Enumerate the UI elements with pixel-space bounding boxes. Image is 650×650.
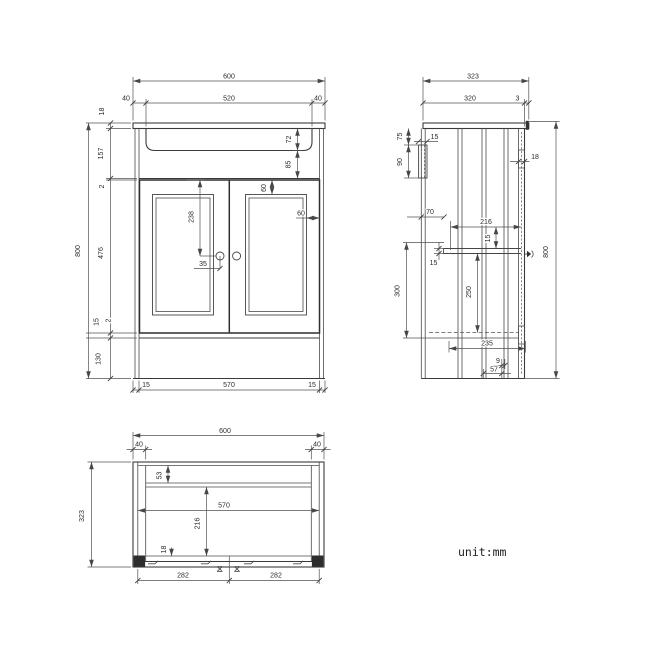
front-view: [75, 74, 328, 394]
plan-dim-front-thickness: 18: [161, 545, 168, 554]
front-dim-countertop: 18: [99, 107, 106, 116]
front-dim-left-margin: 40: [122, 95, 130, 103]
side-dim-shelf-width: 216: [480, 219, 492, 226]
front-dim-upper: 157: [98, 147, 105, 160]
side-dim-base-inset: 57: [490, 366, 498, 374]
plan-corner-right: [312, 556, 324, 567]
side-view-outline: [419, 121, 534, 379]
front-view-dimensions: [75, 74, 328, 394]
right-door-handle: [233, 252, 241, 260]
side-dim-lower-height: 250: [466, 286, 473, 298]
front-dim-right-margin: 40: [314, 95, 322, 103]
front-dim-gap-bottom: 2: [105, 318, 113, 323]
front-dim-basin-width: 520: [223, 95, 235, 103]
side-dim-rail-thickness: 15: [429, 260, 438, 267]
front-dim-base-inner: 570: [223, 382, 235, 389]
plan-dim-left-margin: 40: [135, 441, 143, 449]
side-dim-lip: 3: [515, 95, 520, 103]
front-dim-gap-top: 2: [99, 184, 106, 189]
front-dim-handle-offset: 35: [199, 261, 207, 268]
side-dim-shelf-gap: 15: [485, 234, 492, 243]
front-dim-door-height: 476: [98, 247, 105, 259]
side-dim-bracket-height: 90: [397, 158, 404, 166]
side-dim-total-width: 323: [467, 73, 479, 81]
side-dim-bracket-top: 75: [397, 132, 404, 141]
front-dim-total-height: 800: [75, 245, 82, 257]
side-dim-body-width: 320: [464, 95, 476, 103]
plan-dim-inner-depth: 216: [194, 517, 202, 530]
unit-note: unit:mm: [458, 545, 507, 559]
side-view: [395, 74, 560, 379]
plan-view: [79, 428, 331, 584]
plan-dim-door-left: 282: [177, 572, 189, 580]
side-dim-base-step: 9: [496, 358, 500, 365]
side-dim-bracket-width: 15: [430, 134, 439, 141]
front-view-outline: [133, 123, 325, 379]
side-dim-rail-back: 70: [426, 209, 434, 216]
plan-corner-left: [134, 556, 146, 567]
front-dim-handle-height: 238: [188, 211, 196, 223]
front-dim-base-right: 15: [308, 382, 316, 389]
plan-dim-back-rail: 53: [156, 471, 164, 480]
side-dim-total-height: 800: [543, 246, 550, 258]
plan-dim-total-width: 600: [219, 428, 231, 435]
front-dim-rail: 15: [93, 318, 101, 326]
front-dim-base-left: 15: [142, 382, 150, 389]
countertop-lip: [526, 121, 529, 130]
front-dim-plinth: 130: [95, 353, 103, 365]
front-dim-panel-side: 60: [297, 210, 305, 218]
side-dim-door-thickness: 18: [531, 154, 539, 161]
wall-bracket: [419, 145, 427, 178]
plan-dim-right-margin: 40: [313, 441, 321, 449]
plan-dim-inner-width: 570: [218, 502, 230, 510]
side-dim-opening-height: 300: [394, 285, 402, 297]
countertop-front: [133, 123, 325, 129]
plan-dim-door-right: 282: [270, 572, 282, 580]
left-door-panel: [153, 195, 214, 316]
plan-dim-depth: 323: [79, 510, 86, 522]
front-dim-panel-top: 60: [261, 184, 268, 192]
side-view-dimensions: [395, 74, 560, 379]
knob-side: [525, 251, 534, 258]
front-dim-basin-depth: 72: [286, 135, 293, 144]
front-dim-basin-below: 85: [285, 160, 293, 169]
front-dim-total-width: 600: [223, 73, 235, 81]
plan-view-dimensions: [79, 428, 331, 584]
side-dim-base-width: 235: [481, 340, 493, 348]
countertop-side: [423, 123, 529, 129]
